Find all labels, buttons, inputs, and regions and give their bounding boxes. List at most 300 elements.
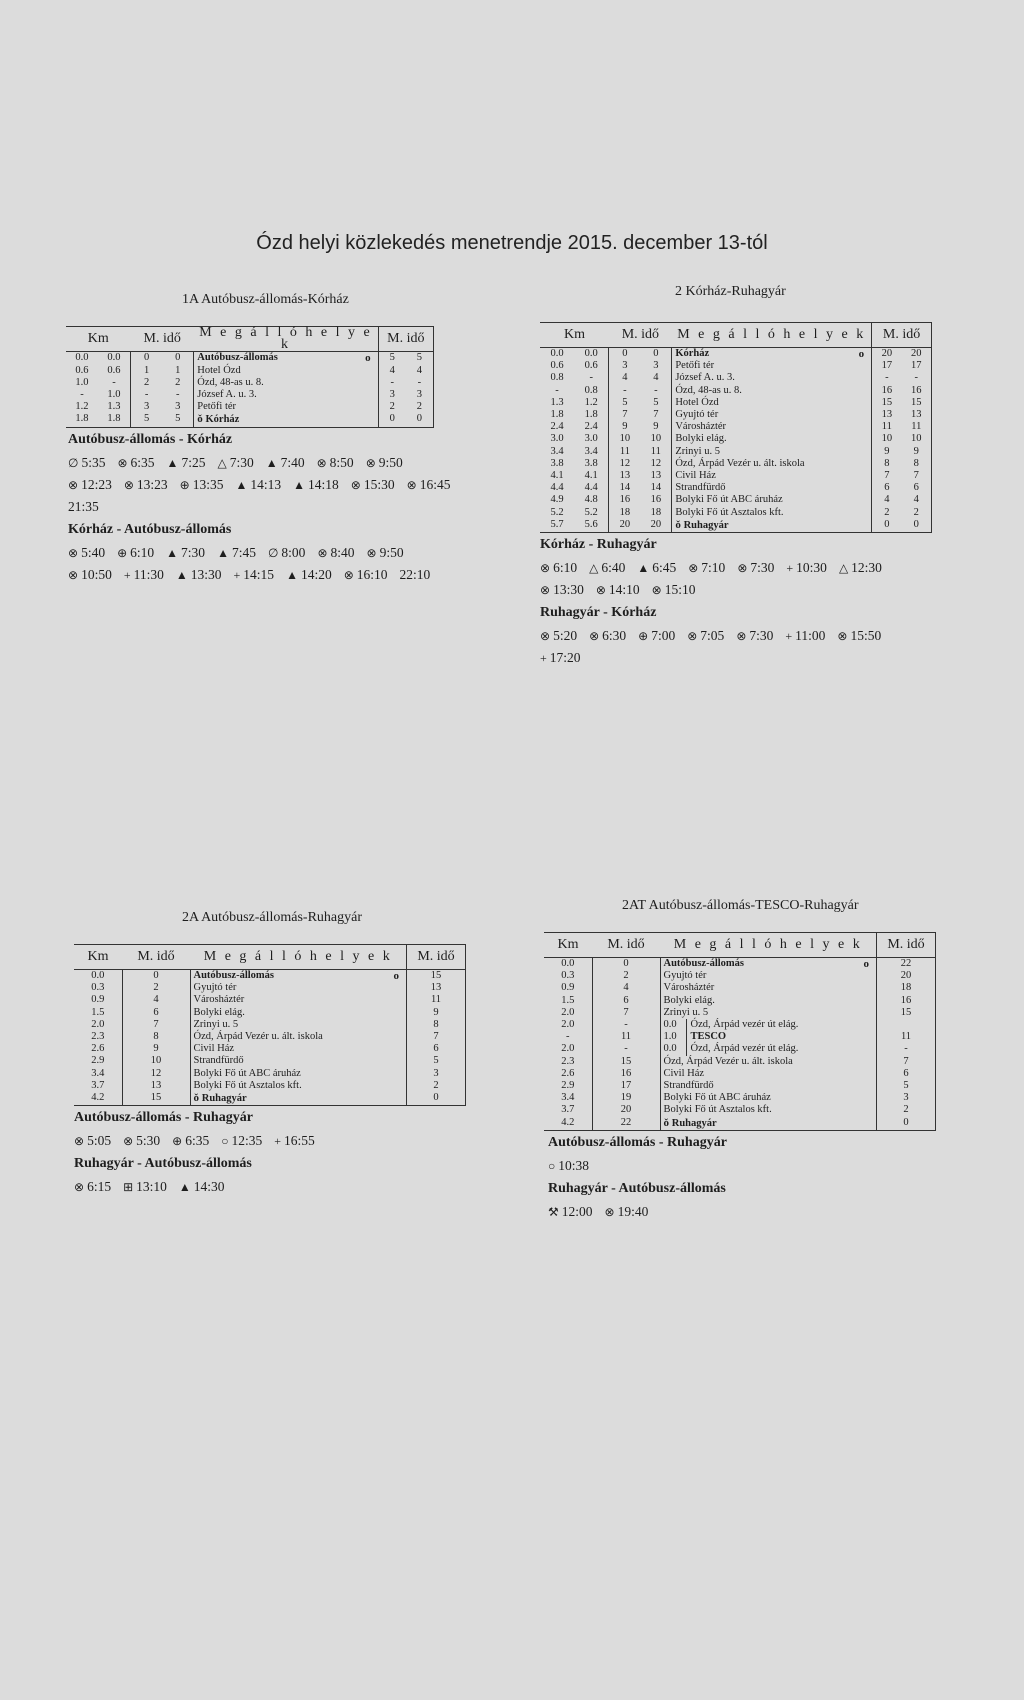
back-time-value-alt: 13 <box>911 409 922 421</box>
service-symbol-icon: ⊗ <box>366 545 377 560</box>
departure-time <box>589 625 626 647</box>
departure-time <box>179 1176 225 1198</box>
route-2-rows <box>540 348 932 533</box>
back-time-value: 3 <box>877 1092 936 1104</box>
km-value: 1.5 <box>561 994 575 1006</box>
km-value: 1.2 <box>75 401 89 413</box>
km-value: 2.0 <box>561 1006 575 1018</box>
time-value-alt: 5 <box>175 413 181 425</box>
service-symbol-icon: △ <box>217 455 227 470</box>
stop-name: Gyujtó tér <box>675 409 719 421</box>
time-text: 14:30 <box>193 1179 225 1195</box>
table-row <box>74 1055 466 1067</box>
time-text: 7:30 <box>749 628 774 644</box>
stop-cell <box>660 1043 877 1055</box>
service-symbol-icon: ⊗ <box>74 1180 85 1195</box>
back-time-value: 16 <box>877 995 936 1007</box>
back-time-value: 5 <box>378 352 406 365</box>
stop-cell <box>672 372 872 384</box>
time-text: 5:30 <box>136 1133 161 1149</box>
time-text: 9:50 <box>378 454 403 470</box>
service-symbol-icon: ○ <box>548 1158 556 1173</box>
km-value: 4.2 <box>561 1116 575 1128</box>
time-text: 22:10 <box>399 566 431 582</box>
service-symbol-icon: ⊕ <box>638 629 649 644</box>
back-time-value-alt: 9 <box>913 445 919 457</box>
km-value: 1.8 <box>75 413 89 425</box>
stop-cell <box>672 519 872 533</box>
table-row <box>544 1031 936 1043</box>
departure-time <box>293 474 339 496</box>
table-row <box>544 1068 936 1080</box>
service-symbol-icon: ∅ <box>267 545 279 560</box>
departure-time <box>217 452 253 474</box>
time-value-alt: 13 <box>650 470 662 482</box>
route-2-table <box>540 322 932 533</box>
stop-cell <box>660 1080 877 1092</box>
time-value: 0 <box>609 348 640 361</box>
table-row <box>544 970 936 982</box>
stop-name: Civil Ház <box>675 470 716 482</box>
departure-time <box>124 474 168 496</box>
route-2-section <box>540 284 940 669</box>
stop-cell <box>190 970 407 983</box>
stop-cell <box>190 994 407 1006</box>
time-text: 15:10 <box>664 582 696 598</box>
time-text: 7:25 <box>181 454 206 470</box>
service-symbol-icon: ▲ <box>166 455 179 470</box>
stop-cell <box>660 995 877 1007</box>
stop-cell <box>190 1043 407 1055</box>
departure-time <box>166 542 205 564</box>
route-2-title: 2 Kórház-Ruhagyár <box>675 284 786 299</box>
km-value: 2.3 <box>561 1055 575 1067</box>
km-value-back: 1.2 <box>584 396 598 408</box>
stop-name: Zrinyi u. 5 <box>675 445 720 457</box>
km-value-back: 1.8 <box>584 409 598 421</box>
km-value: 0.0 <box>91 970 105 981</box>
back-time-value: 11 <box>877 1031 936 1043</box>
time-value: 16 <box>609 494 640 506</box>
service-symbol-icon: ▲ <box>293 477 306 492</box>
km-value: 2.9 <box>91 1055 105 1067</box>
route-2at-title: 2AT Autóbusz-állomás-TESCO-Ruhagyár <box>622 898 859 913</box>
departure-time <box>344 564 388 586</box>
table-row <box>540 494 932 506</box>
departure-time <box>688 557 725 579</box>
stop-cell <box>672 482 872 494</box>
stop-name: Civil Ház <box>193 1043 235 1055</box>
back-time-value-alt: 4 <box>416 364 423 376</box>
time-value: 17 <box>592 1080 660 1092</box>
stop-name: Zrinyi u. 5 <box>193 1018 239 1030</box>
back-time-value-alt: 16 <box>911 384 922 396</box>
departure-time <box>366 452 403 474</box>
service-symbol-icon: ⊗ <box>604 1204 615 1219</box>
departure-time <box>317 542 354 564</box>
time-text: 14:13 <box>250 476 282 492</box>
back-time-value: 8 <box>872 458 902 470</box>
stop-name: TESCO <box>690 1031 727 1043</box>
km-value: 1.8 <box>550 409 564 421</box>
stop-name: Bolyki elág. <box>663 994 715 1006</box>
back-time-value-alt: 3 <box>416 389 423 401</box>
stop-cell <box>194 401 378 413</box>
time-value-alt: 12 <box>650 457 662 469</box>
km-value-back: - <box>112 376 116 388</box>
time-text: 8:50 <box>329 454 354 470</box>
route-2at-dir1-times <box>548 1155 948 1177</box>
stops-header: M e g á l l ó h e l y e k <box>672 323 872 348</box>
departure-time <box>117 452 154 474</box>
time-value: 2 <box>131 377 163 389</box>
route-1a-table <box>66 326 434 428</box>
time-text: 17:20 <box>549 650 581 666</box>
km-value: 5.7 <box>550 518 564 530</box>
km-value: 3.7 <box>561 1104 575 1116</box>
time-value: 22 <box>592 1117 660 1131</box>
table-row <box>74 1007 466 1019</box>
back-time-value-alt: 4 <box>913 494 919 506</box>
time-value: 13 <box>609 470 640 482</box>
service-symbol-icon: ▲ <box>286 567 298 582</box>
stop-cell <box>672 409 872 421</box>
service-symbol-icon: ⚒ <box>548 1204 559 1219</box>
stop-name: Bolyki Fő út ABC áruház <box>663 1092 771 1104</box>
stop-name: Strandfürdő <box>193 1055 244 1067</box>
back-time-value: 20 <box>877 970 936 982</box>
service-symbol-icon: ⊕ <box>179 477 190 492</box>
departure-time <box>274 1130 315 1152</box>
km-value: - <box>555 384 559 396</box>
service-symbol-icon: ⊗ <box>350 477 361 492</box>
service-symbol-icon: ▲ <box>166 545 179 560</box>
stop-cell <box>660 1104 877 1116</box>
km-value: 0.0 <box>550 348 564 359</box>
service-symbol-icon: ⊗ <box>540 629 551 644</box>
time-value: 0 <box>131 352 163 365</box>
back-time-value-alt: 5 <box>416 352 423 364</box>
service-symbol-icon: ∅ <box>68 455 79 470</box>
time-value: 20 <box>609 519 640 533</box>
service-symbol-icon: ⊗ <box>540 583 551 598</box>
stop-name: Ruhagyár <box>671 1117 717 1129</box>
route-2-dir1-times <box>540 557 940 601</box>
time-value: 19 <box>592 1092 660 1104</box>
table-row <box>66 401 434 413</box>
stop-cell <box>672 470 872 482</box>
km-value-back: 1.0 <box>107 389 121 401</box>
time-text: 15:50 <box>850 628 882 644</box>
time-value: 13 <box>122 1080 190 1092</box>
time-value: 18 <box>609 507 640 519</box>
service-symbol-icon: ▲ <box>637 561 650 576</box>
time-text: 13:23 <box>136 476 168 492</box>
stop-name: Ruhagyár <box>683 519 729 531</box>
back-time-value: 2 <box>407 1080 466 1092</box>
km-value: 2.3 <box>91 1031 105 1043</box>
time-text: 11:00 <box>795 628 826 644</box>
stop-cell <box>194 389 378 401</box>
stop-cell <box>190 1080 407 1092</box>
departure-time <box>837 625 881 647</box>
stop-name: Bolyki elág. <box>675 433 727 445</box>
time-value: 3 <box>609 360 640 372</box>
back-time-value: 13 <box>872 409 902 421</box>
departure-time <box>217 542 256 564</box>
service-symbol-icon: ⊗ <box>837 629 848 644</box>
km-header: Km <box>66 327 131 352</box>
departure-time <box>74 1176 111 1198</box>
time-text: 7:40 <box>280 454 305 470</box>
time-header-back: M. idő <box>407 945 466 970</box>
back-time-value <box>877 1019 936 1031</box>
km-value: 0.3 <box>561 970 575 982</box>
table-row <box>74 1031 466 1043</box>
time-value: 0 <box>592 958 660 971</box>
table-row <box>540 421 932 433</box>
route-2a-dir1-times <box>74 1130 474 1152</box>
time-text: 10:50 <box>81 566 112 582</box>
stop-cell <box>660 1117 877 1131</box>
km-value-back: 0.8 <box>584 384 598 396</box>
service-symbol-icon: ⊗ <box>68 545 79 560</box>
time-value-alt: 11 <box>650 445 661 457</box>
departure-time <box>180 474 224 496</box>
km-value: 3.4 <box>550 445 564 457</box>
table-row <box>74 1043 466 1055</box>
stop-name: Ruhagyár <box>201 1093 247 1105</box>
service-symbol-icon: ⊗ <box>737 561 748 576</box>
service-symbol-icon: + <box>233 567 241 582</box>
table-row <box>540 519 932 533</box>
stop-name: Petőfi tér <box>197 401 237 413</box>
km-value-back: 4.8 <box>584 494 598 506</box>
service-symbol-icon: ⊗ <box>687 629 698 644</box>
departure-time <box>286 564 332 586</box>
time-text: 7:10 <box>701 560 726 576</box>
table-row <box>544 1104 936 1116</box>
terminus-marker-end: ǒ <box>675 518 684 531</box>
back-time-value-alt: 20 <box>911 348 922 359</box>
stop-name: Bolyki Fő út ABC áruház <box>193 1067 301 1079</box>
stop-name: Kórház <box>205 414 240 426</box>
time-value-alt: 7 <box>653 409 659 421</box>
km-value-back: 0.0 <box>107 352 121 364</box>
route-2a-title: 2A Autóbusz-állomás-Ruhagyár <box>182 910 363 925</box>
stop-cell <box>660 982 877 994</box>
time-value: 8 <box>122 1031 190 1043</box>
time-text: 21:35 <box>68 498 99 514</box>
stop-name: József A. u. 3. <box>675 372 735 384</box>
km-value-back: - <box>589 372 593 384</box>
stop-name: Kórház <box>675 348 710 359</box>
route-2a-table <box>74 944 466 1106</box>
back-time-value: 15 <box>872 397 902 409</box>
time-text: 13:10 <box>136 1179 167 1195</box>
time-text: 10:38 <box>558 1157 590 1173</box>
departure-time <box>548 1155 589 1177</box>
departure-time <box>68 452 105 474</box>
back-time-value: 4 <box>872 494 902 506</box>
service-symbol-icon: ⊗ <box>316 455 327 470</box>
km-value-back: 5.2 <box>584 506 598 518</box>
departure-time <box>687 625 724 647</box>
km-header: Km <box>544 933 592 958</box>
time-value: 7 <box>609 409 640 421</box>
table-row <box>66 413 434 427</box>
table-row <box>66 389 434 401</box>
table-row <box>540 372 932 384</box>
table-row <box>66 377 434 389</box>
time-value: 15 <box>122 1092 190 1106</box>
time-value: 4 <box>609 372 640 384</box>
time-text: 12:30 <box>851 560 882 576</box>
departure-time <box>235 474 281 496</box>
km-value: 1.0 <box>75 376 89 388</box>
time-value: 7 <box>122 1019 190 1031</box>
route-1a-rows <box>66 352 434 427</box>
time-value: - <box>609 385 640 397</box>
stop-name: József A. u. 3. <box>197 389 257 401</box>
service-symbol-icon: △ <box>838 561 849 576</box>
service-symbol-icon: + <box>274 1134 282 1149</box>
departure-time <box>234 564 275 586</box>
stop-cell <box>672 421 872 433</box>
table-row <box>540 446 932 458</box>
km-value: 1.5 <box>91 1006 105 1018</box>
stop-cell <box>672 397 872 409</box>
time-header: M. idő <box>609 323 672 348</box>
time-value: 1 <box>131 365 163 377</box>
stop-name: Bolyki Fő út Asztalos kft. <box>193 1079 302 1091</box>
back-time-value: 0 <box>872 519 902 533</box>
km-value: 4.9 <box>550 494 564 506</box>
departure-time <box>638 625 675 647</box>
time-text: 12:23 <box>81 476 112 492</box>
time-text: 6:35 <box>130 454 155 470</box>
stop-name: Petőfi tér <box>675 360 715 372</box>
back-time-value: 9 <box>872 446 902 458</box>
departure-time <box>737 557 774 579</box>
km-value-back: 0.6 <box>107 364 121 376</box>
km-value-back: 3.4 <box>584 445 598 457</box>
time-text: 16:10 <box>356 566 388 582</box>
service-symbol-icon: + <box>786 561 794 576</box>
km-value: 0.8 <box>550 372 564 384</box>
stop-name: Városháztér <box>663 982 715 994</box>
time-text: 13:30 <box>553 582 584 598</box>
back-time-value-alt: - <box>914 372 919 384</box>
km-value: 3.4 <box>91 1067 105 1079</box>
time-text: 14:15 <box>243 566 275 582</box>
km-value: 0.9 <box>91 994 105 1006</box>
table-row <box>540 470 932 482</box>
time-text: 6:10 <box>130 544 155 560</box>
table-row <box>540 360 932 372</box>
table-row <box>540 433 932 445</box>
service-symbol-icon: ▲ <box>178 1180 191 1195</box>
departure-time <box>176 564 222 586</box>
terminus-marker-start: o <box>858 348 865 360</box>
table-row <box>540 458 932 470</box>
departure-time <box>367 542 404 564</box>
km-value: 2.0 <box>561 1043 575 1055</box>
time-text: 7:05 <box>700 628 725 644</box>
time-text: 13:35 <box>192 476 224 492</box>
stop-cell <box>190 1068 407 1080</box>
time-text: 13:30 <box>190 566 222 582</box>
table-row <box>544 1080 936 1092</box>
departure-time <box>400 564 431 586</box>
km-value: 2.4 <box>550 421 564 433</box>
stop-name: Bolyki Fő út Asztalos kft. <box>663 1104 772 1116</box>
back-time-value-alt: 11 <box>911 421 922 433</box>
km-header: Km <box>540 323 609 348</box>
departure-time <box>68 496 99 518</box>
service-symbol-icon: ⊗ <box>68 567 79 582</box>
route-1a-dir2-label: Kórház - Autóbusz-állomás <box>68 521 232 537</box>
departure-time <box>540 579 584 601</box>
stop-name: Bolyki elág. <box>193 1006 245 1018</box>
back-time-value: 13 <box>407 982 466 994</box>
stop-name: Autóbusz-állomás <box>193 970 275 981</box>
time-value-alt: 4 <box>653 372 659 384</box>
back-time-value: 7 <box>407 1031 466 1043</box>
time-text: 5:05 <box>87 1133 112 1149</box>
stop-cell <box>190 982 407 994</box>
table-row <box>540 482 932 494</box>
time-text: 16:55 <box>284 1133 315 1149</box>
time-value: 20 <box>592 1104 660 1116</box>
table-row <box>74 1019 466 1031</box>
departure-time <box>117 542 154 564</box>
time-header: M. idő <box>122 945 190 970</box>
km-value-back: 4.1 <box>584 470 598 482</box>
km-value-back: 3.8 <box>584 457 598 469</box>
back-time-value: 11 <box>407 994 466 1006</box>
service-symbol-icon: ▲ <box>217 545 229 560</box>
service-symbol-icon: ⊗ <box>317 545 328 560</box>
back-time-value: 5 <box>877 1080 936 1092</box>
time-text: 16:45 <box>419 476 451 492</box>
back-time-value: 6 <box>407 1043 466 1055</box>
km-value: 2.0 <box>561 1019 575 1031</box>
time-header-back: M. idő <box>378 327 433 352</box>
table-row <box>74 994 466 1006</box>
time-value: 9 <box>122 1043 190 1055</box>
stop-cell <box>672 385 872 397</box>
table-row <box>544 982 936 994</box>
back-time-value: 8 <box>407 1019 466 1031</box>
departure-time <box>167 452 206 474</box>
back-time-value-alt: - <box>417 376 422 388</box>
time-value-alt: 5 <box>653 396 659 408</box>
back-time-value: 15 <box>877 1007 936 1019</box>
back-time-value: 9 <box>407 1007 466 1019</box>
km-value: 4.1 <box>550 470 564 482</box>
time-value-alt: - <box>654 384 658 396</box>
departure-time <box>785 625 825 647</box>
time-value: 2 <box>592 970 660 982</box>
stop-cell <box>660 1056 877 1068</box>
back-time-value: 7 <box>872 470 902 482</box>
km-value: 3.4 <box>561 1092 575 1104</box>
back-time-value: 10 <box>872 433 902 445</box>
km-value: 0.6 <box>550 360 564 372</box>
stop-cell <box>190 1019 407 1031</box>
time-value-alt: 14 <box>650 482 662 494</box>
